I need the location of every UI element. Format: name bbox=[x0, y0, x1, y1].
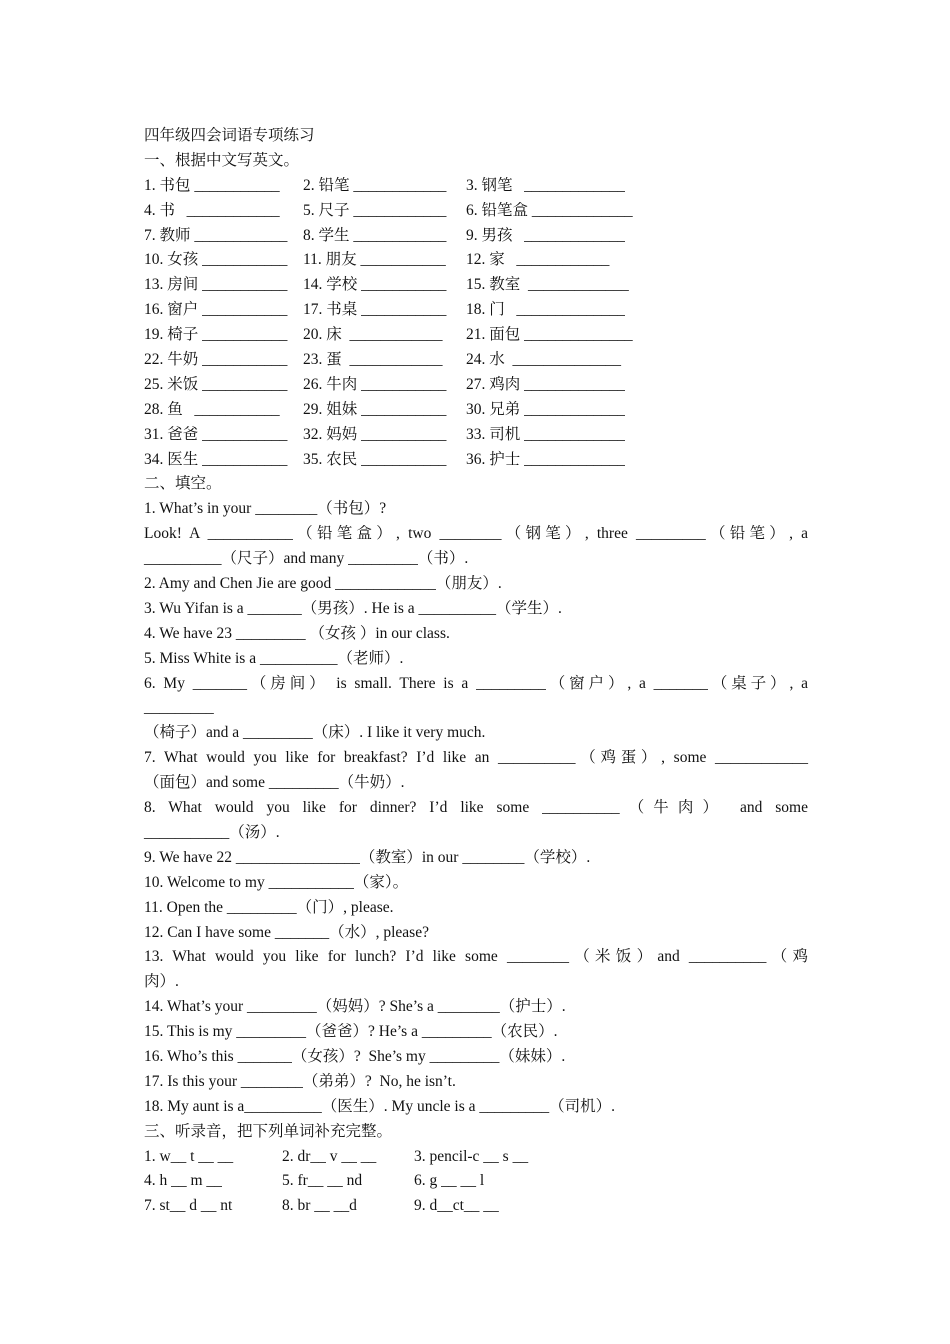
fill-line: 4. We have 23 _________ （女孩 ）in our class. bbox=[144, 624, 450, 642]
fill-line: 15. This is my _________（爸爸）? He’s a _________（农民）. bbox=[144, 1023, 558, 1041]
vocab-item: 4. 书 ____________ bbox=[144, 201, 280, 219]
vocab-item: 23. 蛋 ____________ bbox=[303, 351, 443, 369]
vocab-item: 1. 书包 ___________ bbox=[144, 176, 280, 194]
fill-line: 18. My aunt is a__________（医生）. My uncle is a _________（司机）. bbox=[144, 1097, 616, 1115]
vocab-item: 13. 房间 ___________ bbox=[144, 276, 288, 294]
vocab-item: 17. 书桌 ___________ bbox=[303, 301, 447, 319]
fill-line: Look! A ___________（铅笔盒）, two ________（钢笔）, three _________（铅笔）, a bbox=[144, 525, 808, 543]
vocab-row bbox=[144, 224, 808, 249]
vocab-item: 11. 朋友 ___________ bbox=[303, 251, 446, 269]
dictation-item: 8. br __ __d bbox=[282, 1197, 357, 1215]
vocab-item: 20. 床 ____________ bbox=[303, 326, 443, 344]
fill-line: 肉）. bbox=[144, 973, 179, 991]
fill-line: _________ bbox=[144, 699, 214, 717]
dictation-item: 5. fr__ __ nd bbox=[282, 1172, 363, 1190]
fill-line: 3. Wu Yifan is a _______（男孩）. He is a __________（学生）. bbox=[144, 599, 562, 617]
fill-line: __________（尺子）and many _________（书）. bbox=[144, 550, 469, 568]
vocab-item: 12. 家 ____________ bbox=[466, 251, 610, 269]
vocab-item: 30. 兄弟 _____________ bbox=[466, 400, 625, 418]
vocab-row bbox=[144, 174, 808, 199]
vocab-item: 21. 面包 ______________ bbox=[466, 326, 633, 344]
vocab-item: 34. 医生 ___________ bbox=[144, 450, 288, 468]
fill-line: 8. What would you like for dinner? I’d like some __________（牛肉） and some bbox=[144, 799, 808, 817]
worksheet bbox=[144, 124, 808, 1219]
fill-line: （面包）and some _________（牛奶）. bbox=[144, 774, 405, 792]
vocab-item: 5. 尺子 ____________ bbox=[303, 201, 447, 219]
vocab-row bbox=[144, 398, 808, 423]
fill-line: 11. Open the _________（门）, please. bbox=[144, 898, 394, 916]
fill-line: 7. What would you like for breakfast? I’d like an __________（鸡蛋）, some ____________ bbox=[144, 749, 808, 767]
vocab-item: 36. 护士 _____________ bbox=[466, 450, 625, 468]
worksheet-title: 四年级四会词语专项练习 bbox=[144, 127, 315, 144]
fill-line: 6. My _______（房间） is small. There is a _________（窗户）, a _______（桌子）, a bbox=[144, 674, 808, 692]
fill-line: 13. What would you like for lunch? I’d like some ________（米饭）and __________（鸡 bbox=[144, 948, 808, 966]
section3-dictation bbox=[144, 1145, 808, 1220]
vocab-item: 35. 农民 ___________ bbox=[303, 450, 447, 468]
vocab-item: 18. 门 ______________ bbox=[466, 301, 625, 319]
vocab-item: 6. 铅笔盒 _____________ bbox=[466, 201, 633, 219]
vocab-item: 2. 铅笔 ____________ bbox=[303, 176, 447, 194]
fill-line: 2. Amy and Chen Jie are good _____________（朋友）. bbox=[144, 575, 502, 593]
section2-fill-blanks bbox=[144, 497, 808, 1119]
vocab-row bbox=[144, 248, 808, 273]
vocab-item: 27. 鸡肉 _____________ bbox=[466, 375, 625, 393]
fill-line: 10. Welcome to my ___________（家）。 bbox=[144, 873, 409, 891]
vocab-row bbox=[144, 199, 808, 224]
dictation-row bbox=[144, 1169, 808, 1194]
section1-vocab-list bbox=[144, 174, 808, 473]
fill-line: 1. What’s in your ________（书包）? bbox=[144, 500, 387, 518]
vocab-row bbox=[144, 373, 808, 398]
vocab-row bbox=[144, 448, 808, 473]
vocab-row bbox=[144, 273, 808, 298]
vocab-item: 14. 学校 ___________ bbox=[303, 276, 447, 294]
fill-line: 17. Is this your ________（弟弟）? No, he isn’t. bbox=[144, 1072, 456, 1090]
vocab-item: 24. 水 ______________ bbox=[466, 351, 622, 369]
vocab-item: 29. 姐妹 ___________ bbox=[303, 400, 447, 418]
section3-heading: 三、听录音，把下列单词补充完整。 bbox=[144, 1122, 393, 1140]
vocab-item: 15. 教室 _____________ bbox=[466, 276, 629, 294]
vocab-item: 10. 女孩 ___________ bbox=[144, 251, 288, 269]
fill-line: ___________（汤）. bbox=[144, 823, 280, 841]
dictation-item: 3. pencil-c __ s __ bbox=[414, 1147, 529, 1165]
dictation-item: 1. w__ t __ __ bbox=[144, 1147, 234, 1165]
fill-line: 5. Miss White is a __________（老师）. bbox=[144, 649, 404, 667]
vocab-item: 32. 妈妈 ___________ bbox=[303, 425, 447, 443]
vocab-item: 7. 教师 ____________ bbox=[144, 226, 288, 244]
fill-line: 14. What’s your _________（妈妈）? She’s a ________（护士）. bbox=[144, 998, 566, 1016]
vocab-item: 25. 米饭 ___________ bbox=[144, 375, 288, 393]
vocab-row bbox=[144, 348, 808, 373]
vocab-item: 33. 司机 _____________ bbox=[466, 425, 625, 443]
dictation-row bbox=[144, 1145, 808, 1170]
vocab-item: 26. 牛肉 ___________ bbox=[303, 375, 447, 393]
vocab-item: 22. 牛奶 ___________ bbox=[144, 351, 288, 369]
dictation-item: 9. d__ct__ __ bbox=[414, 1197, 499, 1215]
dictation-item: 7. st__ d __ nt bbox=[144, 1197, 233, 1215]
vocab-row bbox=[144, 323, 808, 348]
vocab-item: 8. 学生 ____________ bbox=[303, 226, 447, 244]
dictation-item: 4. h __ m __ bbox=[144, 1172, 222, 1190]
dictation-item: 6. g __ __ l bbox=[414, 1172, 485, 1190]
dictation-row bbox=[144, 1194, 808, 1219]
dictation-item: 2. dr__ v __ __ bbox=[282, 1147, 377, 1165]
vocab-item: 28. 鱼 ___________ bbox=[144, 400, 280, 418]
section1-heading: 一、根据中文写英文。 bbox=[144, 151, 300, 169]
fill-line: 12. Can I have some _______（水）, please? bbox=[144, 923, 429, 941]
vocab-row bbox=[144, 298, 808, 323]
vocab-item: 31. 爸爸 ___________ bbox=[144, 425, 288, 443]
vocab-item: 19. 椅子 ___________ bbox=[144, 326, 288, 344]
vocab-row bbox=[144, 423, 808, 448]
fill-line: 16. Who’s this _______（女孩）? She’s my _________（妹妹）. bbox=[144, 1047, 566, 1065]
fill-line: （椅子）and a _________（床）. I like it very much. bbox=[144, 724, 486, 742]
fill-line: 9. We have 22 ________________（教室）in our ________（学校）. bbox=[144, 848, 591, 866]
section2-heading: 二、填空。 bbox=[144, 475, 222, 493]
vocab-item: 16. 窗户 ___________ bbox=[144, 301, 288, 319]
vocab-item: 3. 钢笔 _____________ bbox=[466, 176, 625, 194]
vocab-item: 9. 男孩 _____________ bbox=[466, 226, 625, 244]
